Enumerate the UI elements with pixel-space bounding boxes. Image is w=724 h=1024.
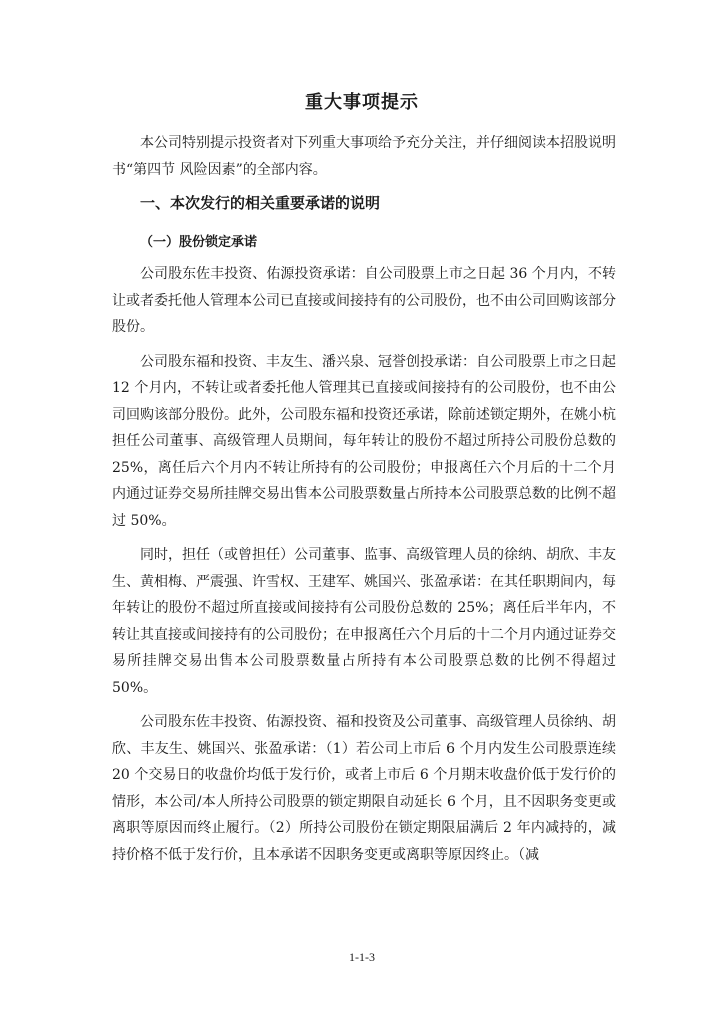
paragraph-lockup-4: 公司股东佐丰投资、佑源投资、福和投资及公司董事、高级管理人员徐纳、胡欣、丰友生、姚国兴、张盈承诺：（1）若公司上市后 6 个月内发生公司股票连续 20 个交易日的收盘价均低于发行价，或者上市后 6 个月期末收盘价低于发行价的情形，本公司/本人所持公司股票的锁定期限自动延长 6 个月，且不因职务变更或离职等原因而终止履行。（2）所持公司股份在锁定期限届满后 2 年内减持的，减持价格不低于发行价，且本承诺不因职务变更或离职等原因终止。（减	[112, 714, 616, 863]
paragraph-lockup-2: 公司股东福和投资、丰友生、潘兴泉、冠誉创投承诺：自公司股票上市之日起 12 个月内，不转让或者委托他人管理其已直接或间接持有的公司股份，也不由公司回购该部分股份。此外，公司股东福和投资还承诺，除前述锁定期外，在姚小杭担任公司董事、高级管理人员期间，每年转让的股份不超过所持公司股份总数的 25%，离任后六个月内不转让所持有的公司股份；申报离任六个月后的十二个月内通过证券交易所挂牌交易出售本公司股票数量占所持本公司股票总数的比例不超过 50%。	[112, 353, 616, 529]
section-heading: 一、本次发行的相关重要承诺的说明	[140, 194, 381, 212]
paragraph-lockup-1: 公司股东佐丰投资、佑源投资承诺：自公司股票上市之日起 36 个月内，不转让或者委托他人管理本公司已直接或间接持有的公司股份，也不由公司回购该部分股份。	[112, 266, 616, 335]
paragraph-lockup-3: 同时，担任（或曾担任）公司董事、监事、高级管理人员的徐纳、胡欣、丰友生、黄相梅、严震强、许雪权、王建军、姚国兴、张盈承诺：在其任职期间内，每年转让的股份不超过所直接或间接持有公司股份总数的 25%；离任后半年内，不转让其直接或间接持有的公司股份；在申报离任六个月后的十二个月内通过证券交易所挂牌交易出售本公司股票数量占所持有本公司股票总数的比例不得超过 50%。	[112, 547, 616, 696]
page-title: 重大事项提示	[305, 92, 419, 113]
subsection-heading: （一）股份锁定承诺	[140, 235, 258, 250]
page-number: 1-1-3	[349, 950, 375, 964]
document-body	[112, 130, 616, 876]
intro-paragraph: 本公司特别提示投资者对下列重大事项给予充分关注，并仔细阅读本招股说明书“第四节 风险因素”的全部内容。	[112, 135, 616, 178]
